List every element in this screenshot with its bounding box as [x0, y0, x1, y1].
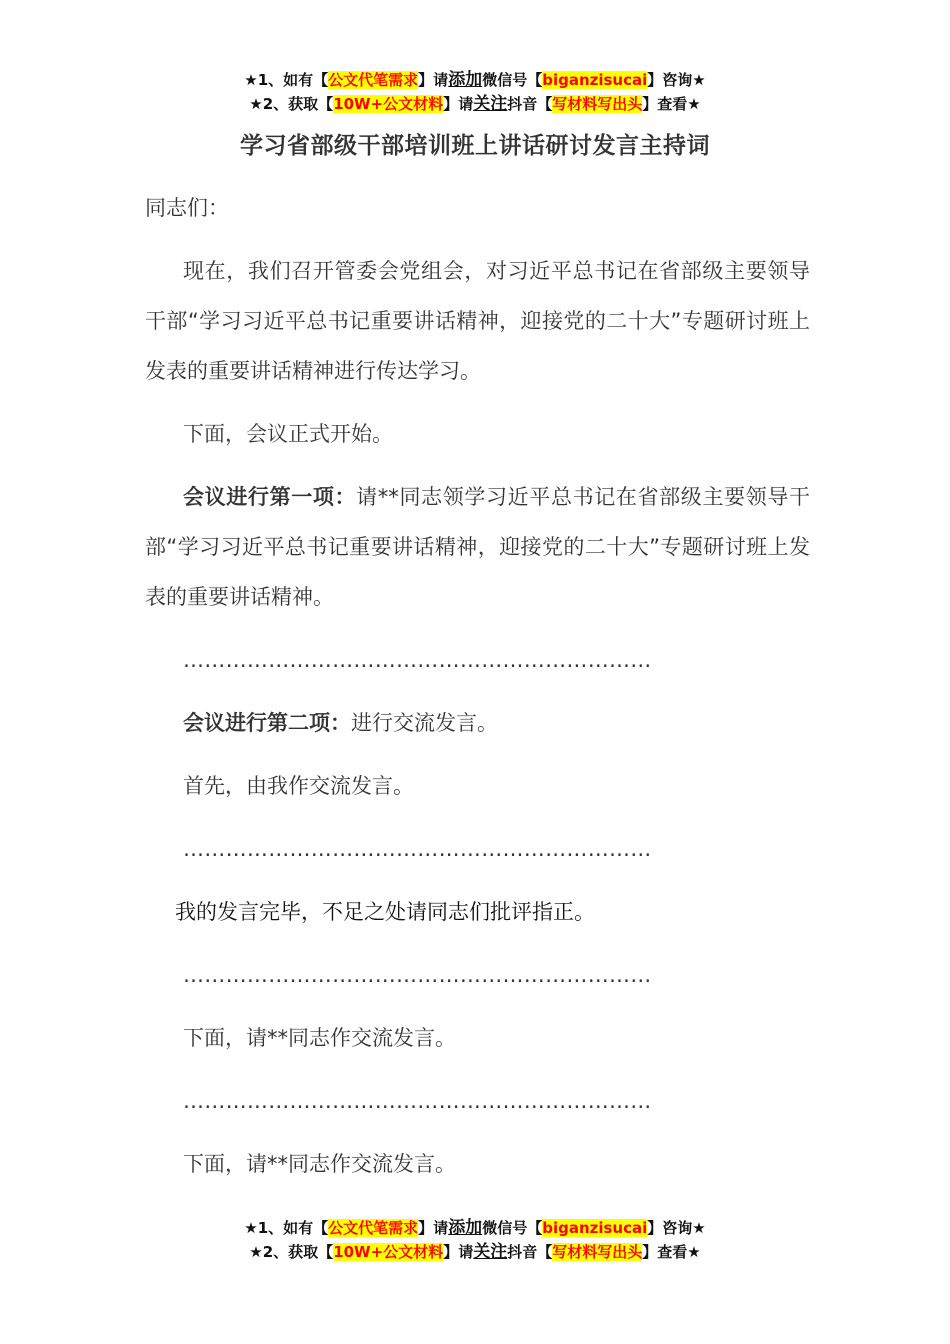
- item-two-text: 进行交流发言。: [351, 711, 498, 735]
- highlight-douyin: 写材料写出头: [552, 95, 643, 113]
- top-banner: [0, 68, 950, 116]
- highlight-wechat-id: biganzisucai: [542, 1219, 648, 1237]
- meeting-start: 下面，会议正式开始。: [183, 422, 393, 446]
- item-two-label: 会议进行第二项：: [183, 711, 351, 735]
- ellipsis-3: …………………………………………………………: [183, 963, 652, 987]
- banner-line-2: ★2、获取【10W+公文材料】请关注抖音【写材料写出头】查看★: [249, 94, 701, 114]
- ellipsis-4: …………………………………………………………: [183, 1089, 652, 1113]
- highlight-materials: 10W+公文材料: [333, 1243, 444, 1261]
- highlight-douyin: 写材料写出头: [552, 1243, 643, 1261]
- underline-follow: 关注: [473, 94, 508, 114]
- salutation: 同志们：: [145, 196, 229, 220]
- speech-end: 我的发言完毕，不足之处请同志们批评指正。: [175, 900, 595, 924]
- item-two-paragraph: [145, 698, 848, 748]
- ellipsis-1: …………………………………………………………: [183, 648, 652, 672]
- underline-follow: 关注: [473, 1242, 508, 1262]
- bottom-banner: [0, 1216, 950, 1264]
- intro-paragraph: 现在，我们召开管委会党组会，对习近平总书记在省部级主要领导干部“学习习近平总书记重要讲话精神，迎接党的二十大”专题研讨班上发表的重要讲话精神进行传达学习。: [145, 259, 810, 383]
- underline-add: 添加: [448, 70, 483, 90]
- highlight-service: 公文代笔需求: [328, 71, 419, 89]
- banner-line-1: ★1、如有【公文代笔需求】请添加微信号【biganzisucai】咨询★: [244, 1218, 706, 1238]
- highlight-service: 公文代笔需求: [328, 1219, 419, 1237]
- highlight-materials: 10W+公文材料: [333, 95, 444, 113]
- next-speaker-1: 下面，请**同志作交流发言。: [183, 1026, 456, 1050]
- item-one-label: 会议进行第一项：: [183, 485, 357, 509]
- next-speaker-2: 下面，请**同志作交流发言。: [183, 1152, 456, 1176]
- item-one-paragraph: [145, 472, 810, 622]
- underline-add: 添加: [448, 1218, 483, 1238]
- highlight-wechat-id: biganzisucai: [542, 71, 648, 89]
- banner-line-2: ★2、获取【10W+公文材料】请关注抖音【写材料写出头】查看★: [249, 1242, 701, 1262]
- item-one-text: 请**同志领学习近平总书记在省部级主要领导干部“学习习近平总书记重要讲话精神，迎接党的二十大”专题研讨班上发表的重要讲话精神。: [145, 485, 811, 609]
- banner-line-1: ★1、如有【公文代笔需求】请添加微信号【biganzisucai】咨询★: [244, 70, 706, 90]
- first-speech: 首先，由我作交流发言。: [183, 774, 414, 798]
- ellipsis-2: …………………………………………………………: [183, 837, 652, 861]
- document-title: 学习省部级干部培训班上讲话研讨发言主持词: [240, 133, 710, 159]
